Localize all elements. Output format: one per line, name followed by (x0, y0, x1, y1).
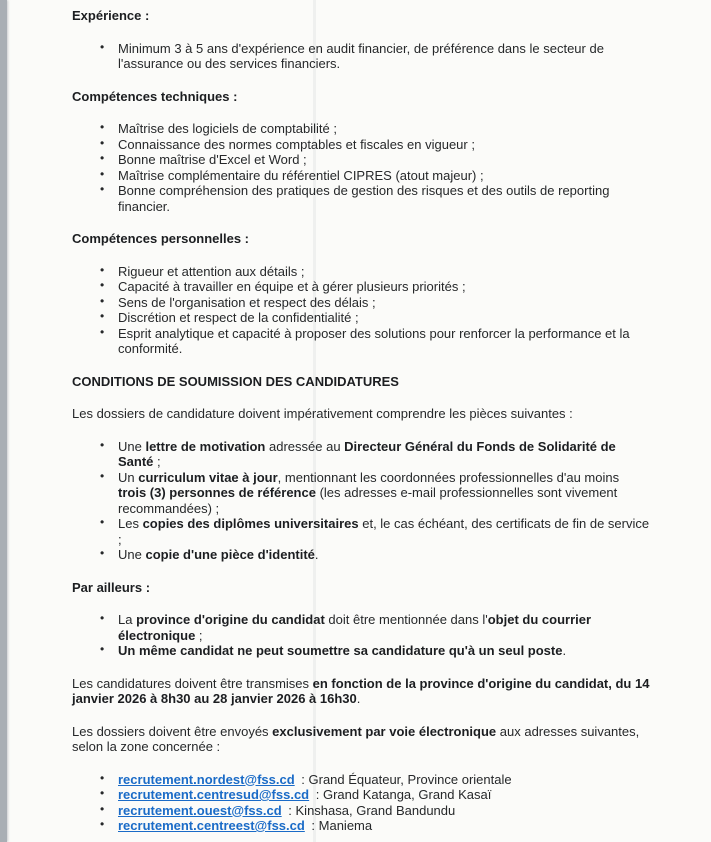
list-item (72, 547, 650, 563)
section-heading (72, 580, 650, 596)
bullet-dot-icon: • (100, 770, 105, 785)
bullet-dot-icon: • (100, 611, 105, 625)
text-run: lettre de motivation (145, 438, 266, 454)
bullet-dot-icon: • (100, 642, 105, 656)
text-run: et, le cas échéant, des certificats de fin de service ; (118, 516, 650, 547)
text-run: (les adresses e-mail professionnelles sont vivement recommandées) ; (118, 485, 618, 516)
bullet-dot-icon: • (100, 293, 105, 308)
text-run: Directeur Général du Fonds de Solidarité de Santé (118, 438, 616, 469)
text-run: CONDITIONS DE SOUMISSION DES CANDIDATURES (72, 373, 399, 389)
text-run: doit être mentionnée dans l' (324, 612, 488, 627)
text-run: copie d'une pièce d'identité (145, 547, 315, 562)
bullet-dot-icon: • (100, 515, 105, 529)
bullet-dot-icon: • (100, 817, 105, 831)
text-run: Minimum 3 à 5 ans d'expérience en audit financier, de préférence dans le secteur de l'assurance ou des services financiers. (118, 40, 604, 71)
email-link[interactable]: recrutement.nordest@fss.cd (118, 771, 295, 787)
bullet-list (72, 612, 650, 659)
bullet-dot-icon: • (100, 262, 105, 277)
list-item (72, 295, 650, 311)
bullet-list (72, 439, 650, 563)
text-run: : Maniema (307, 818, 373, 833)
scan-edge-shadow (0, 0, 7, 842)
bullet-list (72, 41, 650, 72)
text-run: . (562, 643, 567, 658)
list-item (72, 643, 650, 659)
text-run: Compétences personnelles : (72, 231, 249, 246)
section-heading (72, 89, 650, 105)
text-run: exclusivement par voie électronique (272, 723, 497, 739)
list-item (72, 41, 650, 72)
bullet-list (72, 772, 650, 834)
list-item (72, 183, 650, 214)
bullet-dot-icon: • (100, 437, 105, 452)
list-item (72, 439, 650, 470)
text-run: objet du courrier électronique (118, 612, 592, 643)
text-run: Les (118, 516, 143, 531)
text-run: La (118, 612, 137, 627)
text-run: Une (118, 438, 146, 454)
list-item (72, 787, 650, 803)
text-run: Un même candidat ne peut soumettre sa candidature qu'à un seul poste (118, 643, 563, 658)
text-run: . (314, 547, 319, 562)
section-heading (72, 231, 650, 247)
text-run: Bonne maîtrise d'Excel et Word ; (118, 152, 307, 167)
text-run: Connaissance des normes comptables et fiscales en vigueur ; (118, 136, 475, 152)
email-link[interactable]: recrutement.centreest@fss.cd (118, 818, 305, 833)
text-run: Maîtrise complémentaire du référentiel CIPRES (atout majeur) ; (118, 167, 484, 183)
list-item (72, 310, 650, 326)
list-item (72, 818, 650, 834)
bullet-dot-icon: • (100, 135, 105, 150)
text-run: adressée au (265, 438, 345, 454)
text-run: en fonction de la province d'origine du candidat, du 14 janvier 2026 à 8h30 au 28 janvier 2026 à 16h30 (72, 675, 650, 706)
section-heading (72, 374, 650, 390)
list-item (72, 152, 650, 168)
bullet-dot-icon: • (100, 151, 105, 165)
list-item (72, 121, 650, 137)
bullet-dot-icon: • (100, 120, 105, 134)
bullet-dot-icon: • (100, 182, 105, 196)
bullet-dot-icon: • (100, 166, 105, 181)
text-run: ; (195, 627, 203, 643)
text-run: Les dossiers doivent être envoyés (72, 723, 273, 739)
text-run: : Grand Équateur, Province orientale (297, 771, 512, 787)
paragraph (72, 724, 650, 755)
text-run: Une (118, 547, 146, 562)
document-content (72, 8, 650, 842)
list-item (72, 264, 650, 280)
bullet-dot-icon: • (100, 546, 105, 560)
list-item (72, 279, 650, 295)
text-run: curriculum vitae à jour (138, 469, 278, 485)
list-item (72, 168, 650, 184)
text-run: Capacité à travailler en équipe et à gérer plusieurs priorités ; (118, 279, 466, 294)
text-run: Sens de l'organisation et respect des délais ; (118, 294, 376, 310)
bullet-dot-icon: • (100, 801, 105, 816)
text-run: Esprit analytique et capacité à proposer des solutions pour renforcer la performance et la conformité. (118, 325, 630, 356)
text-run: Les candidatures doivent être transmises (72, 675, 313, 691)
list-item (72, 137, 650, 153)
bullet-dot-icon: • (100, 468, 105, 483)
text-run: copies des diplômes universitaires (142, 516, 359, 531)
bullet-dot-icon: • (100, 324, 105, 339)
text-run: , mentionnant les coordonnées professionnelles d'au moins (277, 469, 620, 485)
text-run: aux adresses suivantes, selon la zone concernée : (72, 723, 640, 754)
bullet-list (72, 121, 650, 214)
text-run: Les dossiers de candidature doivent impérativement comprendre les pièces suivantes : (72, 406, 573, 421)
paragraph (72, 406, 650, 422)
text-run: Discrétion et respect de la confidentialité ; (118, 310, 359, 325)
bullet-dot-icon: • (100, 786, 105, 800)
text-run: Compétences techniques : (72, 88, 238, 104)
list-item (72, 326, 650, 357)
paragraph (72, 676, 650, 707)
bullet-dot-icon: • (100, 39, 105, 54)
text-run: . (356, 691, 361, 706)
text-run: province d'origine du candidat (136, 612, 325, 627)
list-item (72, 612, 650, 643)
text-run: Maîtrise des logiciels de comptabilité ; (118, 121, 337, 136)
text-run: trois (3) personnes de référence (118, 485, 316, 500)
email-link[interactable]: recrutement.ouest@fss.cd (118, 802, 282, 818)
text-run: Un (118, 469, 139, 485)
list-item (72, 772, 650, 788)
text-run: : Kinshasa, Grand Bandundu (284, 802, 456, 818)
list-item (72, 803, 650, 819)
bullet-dot-icon: • (100, 309, 105, 323)
email-link[interactable]: recrutement.centresud@fss.cd (118, 787, 310, 802)
text-run: Expérience : (72, 8, 150, 23)
text-run: Par ailleurs : (72, 579, 151, 595)
bullet-dot-icon: • (100, 278, 105, 292)
bullet-list (72, 264, 650, 357)
text-run: : Grand Katanga, Grand Kasaï (312, 787, 492, 802)
list-item (72, 470, 650, 517)
section-heading (72, 8, 650, 24)
list-item (72, 516, 650, 547)
text-run: ; (153, 454, 161, 469)
text-run: Bonne compréhension des pratiques de gestion des risques et des outils de reporting financier. (118, 183, 610, 214)
text-run: Rigueur et attention aux détails ; (118, 263, 305, 279)
